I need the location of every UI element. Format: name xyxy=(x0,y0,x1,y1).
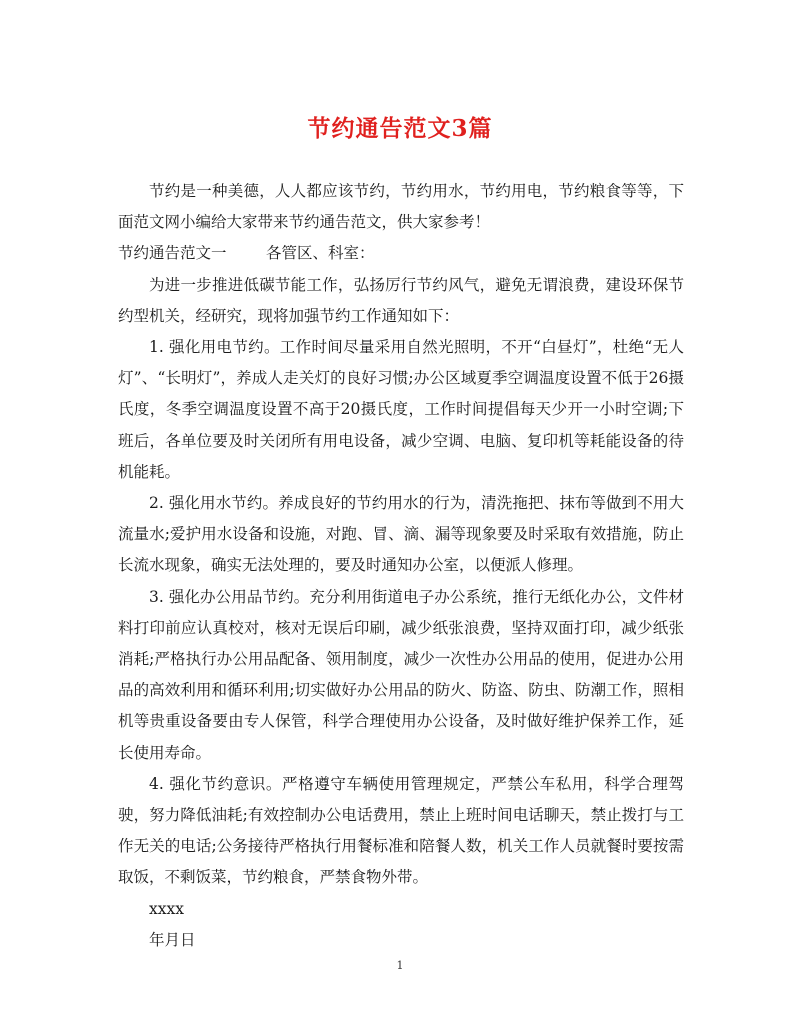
item-1-paragraph: 1. 强化用电节约。工作时间尽量采用自然光照明，不开“白昼灯”，杜绝“无人灯”、“长明灯”，养成人走关灯的良好习惯;办公区域夏季空调温度设置不低于26摄氏度，冬季空调温度设置不高于20摄氏度，工作时间提倡每天少开一小时空调;下班后，各单位要及时关闭所有用电设备，减少空调、电脑、复印机等耗能设备的待机能耗。 xyxy=(118,338,684,481)
section-label: 节约通告范文一 xyxy=(118,244,227,263)
section-heading-line xyxy=(118,238,684,269)
signature: xxxx xyxy=(149,899,184,918)
document-title: 节约通告范文3篇 xyxy=(307,115,493,142)
document-body xyxy=(118,176,684,956)
main-paragraph: 为进一步推进低碳节能工作，弘扬厉行节约风气，避免无谓浪费，建设环保节约型机关，经研究，现将加强节约工作通知如下： xyxy=(118,275,684,325)
item-2-paragraph: 2. 强化用水节约。养成良好的节约用水的行为，清洗拖把、抹布等做到不用大流量水;爱护用水设备和设施，对跑、冒、滴、漏等现象要及时采取有效措施，防止长流水现象，确实无法处理的，要及时通知办公室，以便派人修理。 xyxy=(118,494,684,575)
date-line: 年月日 xyxy=(149,930,196,949)
intro-paragraph: 节约是一种美德，人人都应该节约，节约用水，节约用电，节约粮食等等，下面范文网小编给大家带来节约通告范文，供大家参考！ xyxy=(118,182,684,232)
item-4-paragraph: 4. 强化节约意识。严格遵守车辆使用管理规定，严禁公车私用，科学合理驾驶，努力降低油耗;有效控制办公电话费用，禁止上班时间电话聊天，禁止拨打与工作无关的电话;公务接待严格执行用餐标准和陪餐人数，机关工作人员就餐时要按需取饭，不剩饭菜，节约粮食，严禁食物外带。 xyxy=(118,774,684,887)
item-3-paragraph: 3. 强化办公用品节约。充分利用街道电子办公系统，推行无纸化办公，文件材料打印前应认真校对，核对无误后印刷，减少纸张浪费，坚持双面打印，减少纸张消耗;严格执行办公用品配备、领用制度，减少一次性办公用品的使用，促进办公用品的高效利用和循环利用;切实做好办公用品的防火、防盗、防虫、防潮工作，照相机等贵重设备要由专人保管，科学合理使用办公设备，及时做好维护保养工作，延长使用寿命。 xyxy=(118,587,684,762)
page-number: 1 xyxy=(396,959,404,972)
greeting-text: 各管区、科室： xyxy=(265,244,375,263)
